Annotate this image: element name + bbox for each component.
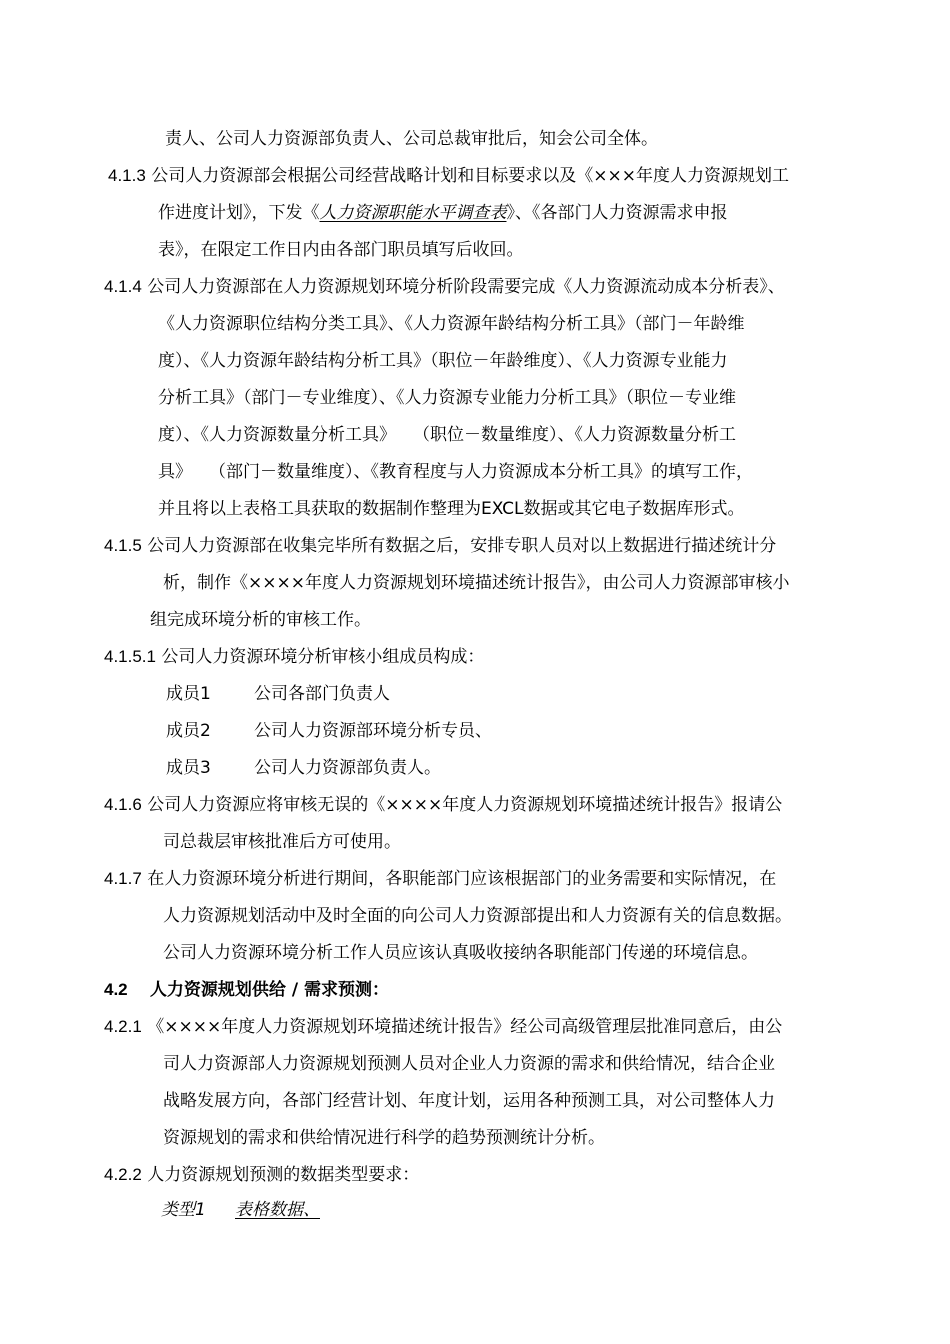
text-line: 司人力资源部人力资源规划预测人员对企业人力资源的需求和供给情况，结合企业 [163, 1054, 775, 1074]
member-item: 成员2 公司人力资源部环境分析专员、 [166, 721, 492, 741]
text-line: 度）、《人力资源年龄结构分析工具》（职位－年龄维度）、《人力资源专业能力 [158, 351, 728, 371]
section-4-2-heading: 4.2 人力资源规划供给 / 需求预测： [104, 980, 389, 1000]
section-number: 4.2.1 [104, 1017, 142, 1036]
text-line: 战略发展方向，各部门经营计划、年度计划，运用各种预测工具，对公司整体人力 [163, 1091, 775, 1111]
section-number: 4.2.2 [104, 1165, 142, 1184]
section-number: 4.1.5.1 [104, 647, 156, 666]
text-line: 司总裁层审核批准后方可使用。 [163, 832, 401, 852]
section-number: 4.1.5 [104, 536, 142, 555]
text-line: 析，制作《××××年度人力资源规划环境描述统计报告》，由公司人力资源部审核小 [163, 573, 790, 593]
text-line: 具》 （部门－数量维度）、《教育程度与人力资源成本分析工具》的填写工作， [158, 462, 753, 482]
text-line: 并且将以上表格工具获取的数据制作整理为EXCL数据或其它电子数据库形式。 [158, 499, 745, 519]
text-line: 人力资源规划活动中及时全面的向公司人力资源部提出和人力资源有关的信息数据。 [163, 906, 792, 926]
type-item: 类型1 表格数据、 [161, 1200, 320, 1220]
text-line: 公司人力资源环境分析工作人员应该认真吸收接纳各职能部门传递的环境信息。 [163, 943, 758, 963]
section-4-1-6: 4.1.6 公司人力资源应将审核无误的《××××年度人力资源规划环境描述统计报告》报请公 [104, 795, 783, 815]
section-4-1-4: 4.1.4 公司人力资源部在人力资源规划环境分析阶段需要完成《人力资源流动成本分析表》、 [104, 277, 785, 297]
form-title-link: 人力资源职能水平调查表 [319, 203, 507, 223]
section-4-2-1: 4.2.1 《××××年度人力资源规划环境描述统计报告》经公司高级管理层批准同意后，由公 [104, 1017, 783, 1037]
text-line: 度）、《人力资源数量分析工具》 （职位－数量维度）、《人力资源数量分析工 [158, 425, 736, 445]
member-item: 成员3 公司人力资源部负责人。 [166, 758, 441, 778]
section-4-1-5-1: 4.1.5.1 公司人力资源环境分析审核小组成员构成： [104, 647, 485, 667]
section-number: 4.1.4 [104, 277, 142, 296]
section-number: 4.1.3 [108, 166, 146, 185]
text-line: 责人、公司人力资源部负责人、公司总裁审批后，知会公司全体。 [165, 129, 658, 149]
member-item: 成员1 公司各部门负责人 [166, 684, 390, 704]
section-4-1-5: 4.1.5 公司人力资源部在收集完毕所有数据之后，安排专职人员对以上数据进行描述统计分 [104, 536, 777, 556]
text-line: 分析工具》（部门－专业维度）、《人力资源专业能力分析工具》（职位－专业维 [158, 388, 736, 408]
text-line: 作进度计划》，下发《人力资源职能水平调查表》、《各部门人力资源需求申报 [158, 203, 728, 223]
section-number: 4.1.7 [104, 869, 142, 888]
section-4-1-7: 4.1.7 在人力资源环境分析进行期间，各职能部门应该根据部门的业务需要和实际情况，在 [104, 869, 777, 889]
text-line: 表》，在限定工作日内由各部门职员填写后收回。 [158, 240, 524, 260]
section-4-1-3: 4.1.3 公司人力资源部会根据公司经营战略计划和目标要求以及《×××年度人力资源规划工 [108, 166, 789, 186]
text-line: 资源规划的需求和供给情况进行科学的趋势预测统计分析。 [163, 1128, 605, 1148]
section-number: 4.2 [104, 980, 128, 999]
text-line: 《人力资源职位结构分类工具》、《人力资源年龄结构分析工具》（部门－年龄维 [158, 314, 745, 334]
section-number: 4.1.6 [104, 795, 142, 814]
text-line: 组完成环境分析的审核工作。 [150, 610, 371, 630]
section-4-2-2: 4.2.2 人力资源规划预测的数据类型要求： [104, 1165, 420, 1185]
